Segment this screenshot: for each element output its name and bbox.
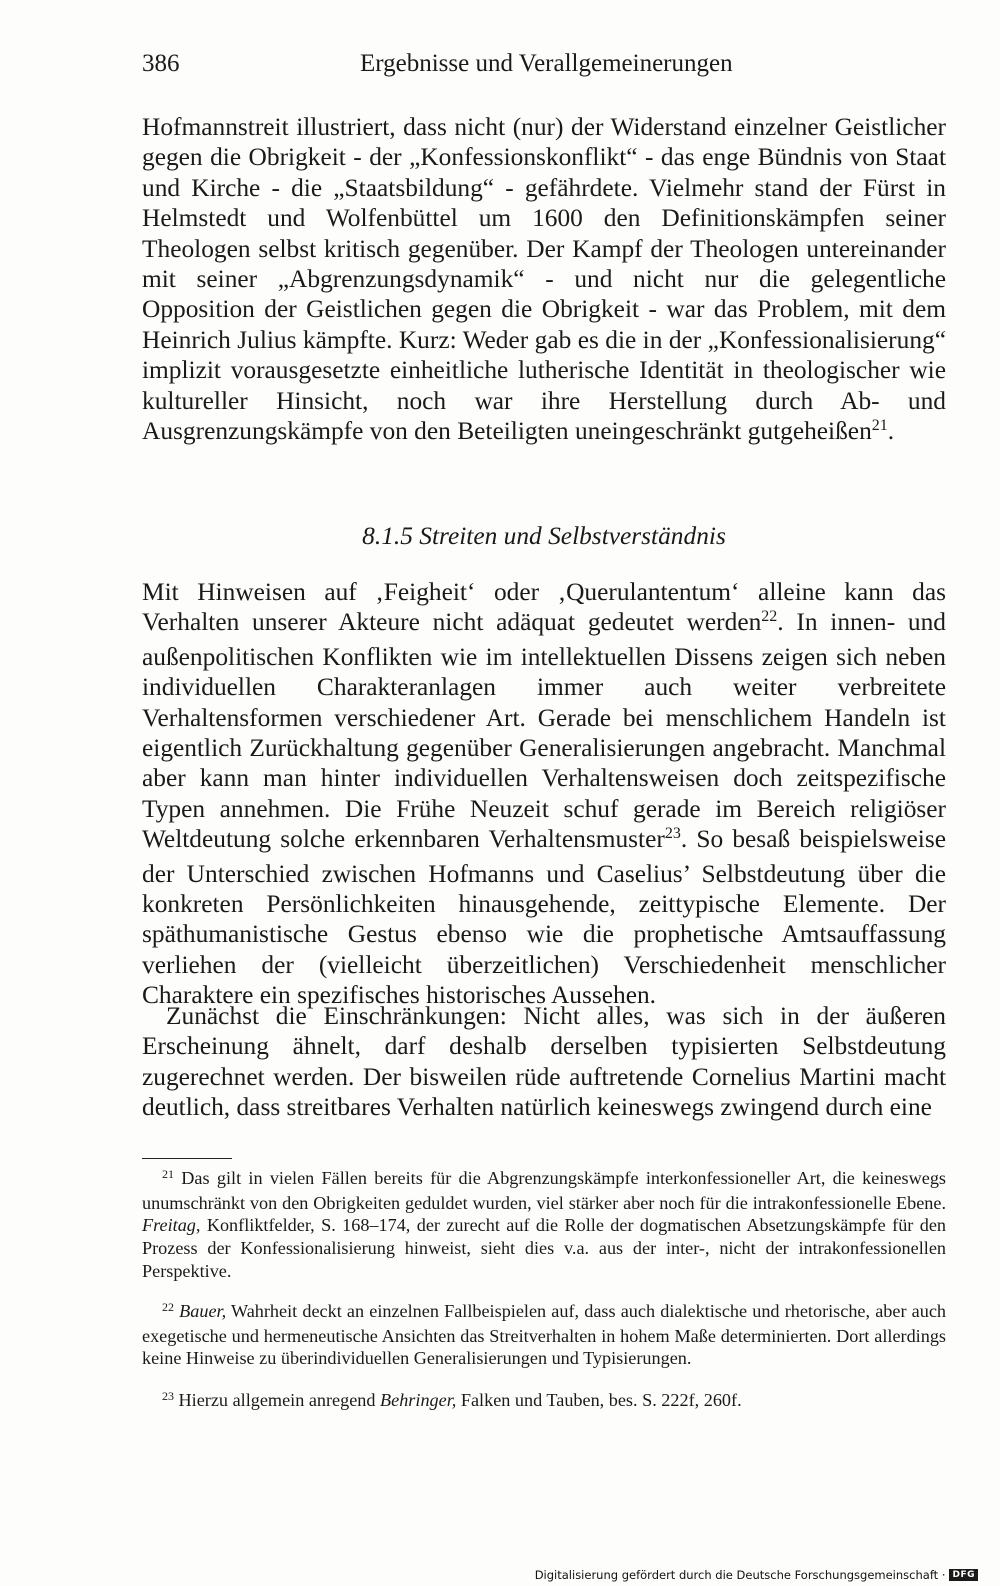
footnote-23-rest: Falken und Tauben, bes. S. 222f, 260f. <box>456 1390 742 1410</box>
paragraph-2-text-a: Mit Hinweisen auf ‚Feigheit‘ oder ‚Querulantentum‘ alleine kann das Verhalten unserer Akteure nicht adäquat gedeutet werden <box>142 578 946 637</box>
running-head: Ergebnisse und Verallgemeinerungen <box>360 50 733 77</box>
paragraph-2-text-b: . In innen- und außenpolitischen Konflikten wie im intellektuellen Dissens zeigen sich neben individuellen Charakteranlagen immer auch weiter verbreitete Verhaltensformen verschiedener Art. Gerade bei menschlichem Handeln ist eigentlich Zurückhaltung gegenüber Generalisierungen angebracht. Manchmal aber kann man hinter individuellen Verhaltensweisen doch zeitspezifische Typen annehmen. Die Frühe Neuzeit schuf gerade im Bereich religiöser Weltdeutung solche erkennbaren Verhaltensmuster <box>142 608 946 854</box>
footnote-21-text: Das gilt in vielen Fällen bereits für die Abgrenzungskämpfe interkonfessioneller Art, die keineswegs unumschränkt von den Obrigkeiten geduldet wurden, viel stärker aber noch für die intrakonfessionelle Ebene. <box>142 1168 947 1213</box>
page-header <box>142 50 954 86</box>
footer-text: Digitalisierung gefördert durch die Deutsche Forschungsgemeinschaft · <box>534 1568 946 1582</box>
footnote-23-author: Behringer, <box>380 1390 457 1410</box>
paragraph-2 <box>142 577 946 1011</box>
paragraph-3: Zunächst die Einschränkungen: Nicht alles, was sich in der äußeren Erscheinung ähnelt, darf deshalb derselben typisierten Selbstdeutung zugerechnet werden. Der bisweilen rüde auftretende Cornelius Martini macht deutlich, dass streitbares Verhalten natürlich keineswegs zwingend durch eine <box>142 1002 946 1122</box>
footnote-22-rest: Wahrheit deckt an einzelnen Fallbeispielen auf, dass auch dialektische und rhetorische, aber auch exegetische und hermeneutische Ansichten das Streitverhalten in hohem Maße determinierten. Dort allerdings keine Hinweise zu überindividuellen Generalisierungen und Typisierungen. <box>142 1301 947 1369</box>
paragraph-1-text: Hofmannstreit illustriert, dass nicht (nur) der Widerstand einzelner Geistlicher gegen die Obrigkeit - der „Konfessionskonflikt“ - das enge Bündnis von Staat und Kirche - die „Staatsbildung“ - gefährdete. Vielmehr stand der Fürst in Helmstedt und Wolfenbüttel um 1600 den Definitionskämpfen seiner Theologen selbst kritisch gegenüber. Der Kampf der Theologen untereinander mit seiner „Abgrenzungsdynamik“ - und nicht nur die gelegentliche Opposition der Geistlichen gegen die Obrigkeit - war das Problem, mit dem Heinrich Julius kämpfte. Kurz: Weder gab es die in der „Konfessionalisierung“ implizit vorausgesetzte einheitliche lutherische Identität in theologischer wie kultureller Hinsicht, noch war ihre Herstellung durch Ab- und Ausgrenzungskämpfe von den Beteiligten uneingeschränkt gutgeheißen <box>142 113 946 446</box>
section-heading: 8.1.5 Streiten und Selbstverständnis <box>362 522 726 550</box>
footnote-22-author: Bauer, <box>179 1301 227 1321</box>
footnote-23 <box>142 1389 946 1414</box>
footnote-ref-21: 21 <box>871 417 888 435</box>
footnote-21-rest: Konfliktfelder, S. 168–174, der zurecht auf die Rolle der dogmatischen Absetzungskämpfe für den Prozess der Konfessionalisierung hinweist, sieht dies v.a. aus der inter-, nicht der intrakonfessionellen Perspektive. <box>142 1215 946 1281</box>
paragraph-1 <box>142 112 946 450</box>
footnote-21 <box>142 1167 946 1283</box>
footnote-ref-23: 23 <box>664 825 681 843</box>
footnote-separator <box>142 1158 232 1159</box>
footnote-23-mark: 23 <box>162 1389 174 1403</box>
paragraph-2-text-c: . So besaß beispielsweise der Unterschied zwischen Hofmanns und Caselius’ Selbstdeutung über die konkreten Persönlichkeiten hinausgehende, zeittypische Elemente. Der späthumanistische Gestus ebenso wie die prophetische Amtsauffassung verliehen der (vielleicht überzeitlichen) Verschiedenheit menschlicher Charaktere ein spezifisches historisches Aussehen. <box>142 825 947 1010</box>
footnote-22 <box>142 1300 946 1370</box>
paragraph-1-end: . <box>887 417 895 446</box>
dfg-logo: DFG <box>949 1569 978 1581</box>
footnote-22-mark: 22 <box>162 1300 174 1314</box>
footnote-ref-22: 22 <box>761 608 778 626</box>
footnote-23-text: Hierzu allgemein anregend <box>178 1390 381 1410</box>
footnote-21-author: Freitag, <box>142 1215 201 1236</box>
page-number: 386 <box>142 50 180 77</box>
footnote-21-mark: 21 <box>162 1167 174 1181</box>
digitization-footer <box>535 1568 978 1582</box>
